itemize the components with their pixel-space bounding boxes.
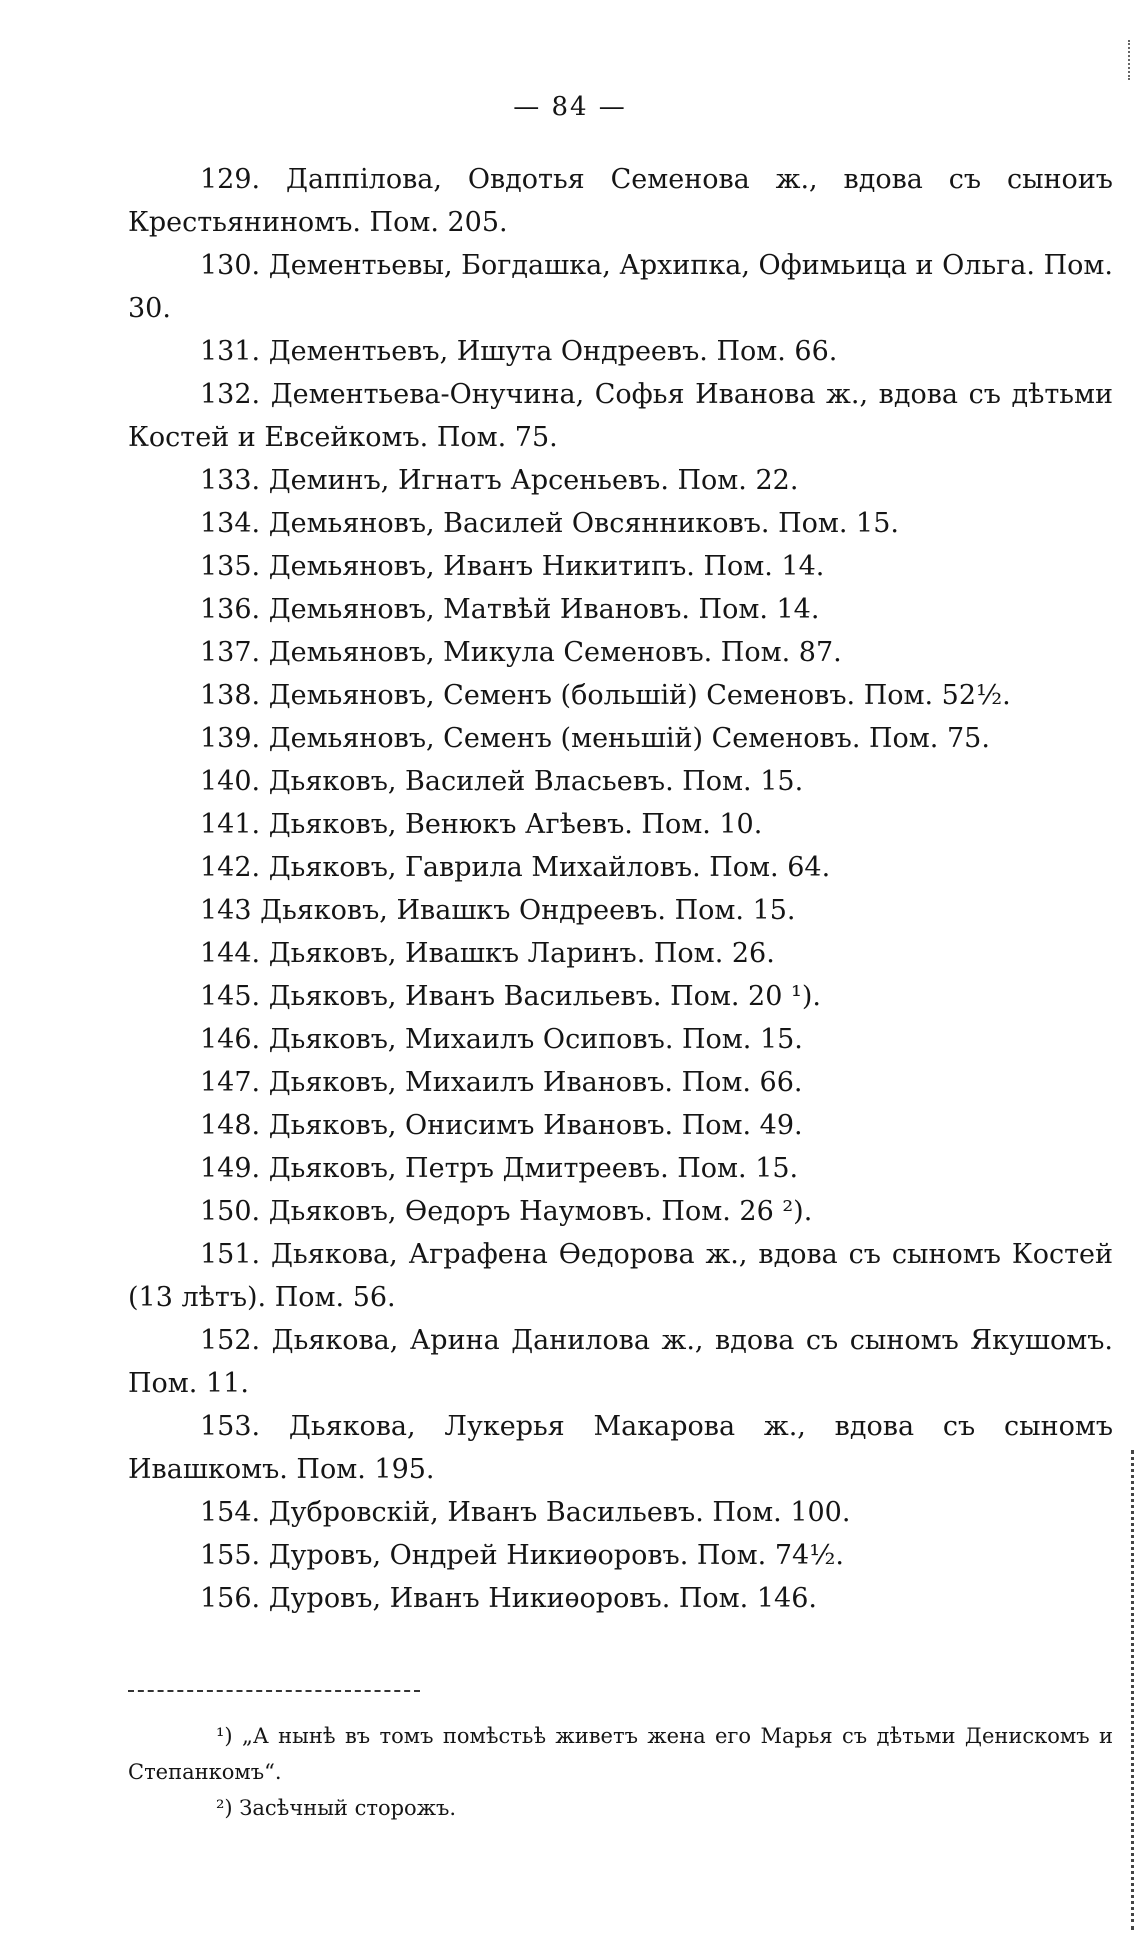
- list-item: 142. Дьяковъ, Гаврила Михайловъ. Пом. 64.: [200, 852, 831, 883]
- list-item: 151. Дьякова, Аграфена Ѳедорова ж., вдова съ сыномъ Костей (13 лѣтъ). Пом. 56.: [128, 1239, 1113, 1313]
- footnote: ¹) „А нынѣ въ томъ помѣстьѣ живетъ жена его Марья съ дѣтьми Денискомъ и Степанкомъ“.: [128, 1724, 1113, 1784]
- list-item: 140. Дьяковъ, Василей Власьевъ. Пом. 15.: [200, 766, 804, 797]
- list-item: 134. Демьяновъ, Василей Овсянниковъ. Пом. 15.: [200, 508, 899, 539]
- list-item: 133. Деминъ, Игнатъ Арсеньевъ. Пом. 22.: [200, 465, 799, 496]
- list-item: 143 Дьяковъ, Ивашкъ Ондреевъ. Пом. 15.: [200, 895, 796, 926]
- list-item: 156. Дуровъ, Иванъ Никиѳоровъ. Пом. 146.: [200, 1583, 817, 1614]
- list-item: 147. Дьяковъ, Михаилъ Ивановъ. Пом. 66.: [200, 1067, 803, 1098]
- list-item: 135. Демьяновъ, Иванъ Никитипъ. Пом. 14.: [200, 551, 825, 582]
- list-item: 149. Дьяковъ, Петръ Дмитреевъ. Пом. 15.: [200, 1153, 799, 1184]
- entry-list: [128, 158, 1113, 1620]
- list-item: 138. Демьяновъ, Семенъ (большій) Семеновъ. Пом. 52½.: [200, 680, 1011, 711]
- list-item: 146. Дьяковъ, Михаилъ Осиповъ. Пом. 15.: [200, 1024, 803, 1055]
- scan-noise: [1106, 40, 1130, 80]
- footnote: ²) Засѣчный сторожъ.: [216, 1796, 457, 1820]
- list-item: 137. Демьяновъ, Микула Семеновъ. Пом. 87.: [200, 637, 842, 668]
- list-item: 130. Дементьевы, Богдашка, Архипка, Офимьица и Ольга. Пом. 30.: [128, 250, 1113, 324]
- list-item: 148. Дьяковъ, Онисимъ Ивановъ. Пом. 49.: [200, 1110, 803, 1141]
- list-item: 139. Демьяновъ, Семенъ (меньшій) Семеновъ. Пом. 75.: [200, 723, 990, 754]
- list-item: 153. Дьякова, Лукерья Макарова ж., вдова съ сыномъ Ивашкомъ. Пом. 195.: [128, 1411, 1113, 1485]
- list-item: 152. Дьякова, Арина Данилова ж., вдова съ сыномъ Якушомъ. Пом. 11.: [128, 1325, 1113, 1399]
- list-item: 150. Дьяковъ, Ѳедоръ Наумовъ. Пом. 26 ²).: [200, 1196, 813, 1227]
- scan-edge: [1128, 1450, 1134, 1930]
- list-item: 131. Дементьевъ, Ишута Ондреевъ. Пом. 66.: [200, 336, 838, 367]
- list-item: 132. Дементьева-Онучина, Софья Иванова ж., вдова съ дѣтьми Костей и Евсейкомъ. Пом. 75.: [128, 379, 1113, 453]
- footnotes: [128, 1718, 1113, 1826]
- list-item: 144. Дьяковъ, Ивашкъ Ларинъ. Пом. 26.: [200, 938, 775, 969]
- list-item: 155. Дуровъ, Ондрей Никиѳоровъ. Пом. 74½.: [200, 1540, 844, 1571]
- list-item: 129. Даппілова, Овдотья Семенова ж., вдова съ сыноиъ Крестьяниномъ. Пом. 205.: [128, 164, 1113, 238]
- list-item: 141. Дьяковъ, Венюкъ Агѣевъ. Пом. 10.: [200, 809, 763, 840]
- footnote-divider: [128, 1690, 420, 1692]
- list-item: 136. Демьяновъ, Матвѣй Ивановъ. Пом. 14.: [200, 594, 820, 625]
- page-number: — 84 —: [513, 92, 627, 122]
- list-item: 154. Дубровскій, Иванъ Васильевъ. Пом. 100.: [200, 1497, 851, 1528]
- list-item: 145. Дьяковъ, Иванъ Васильевъ. Пом. 20 ¹).: [200, 981, 821, 1012]
